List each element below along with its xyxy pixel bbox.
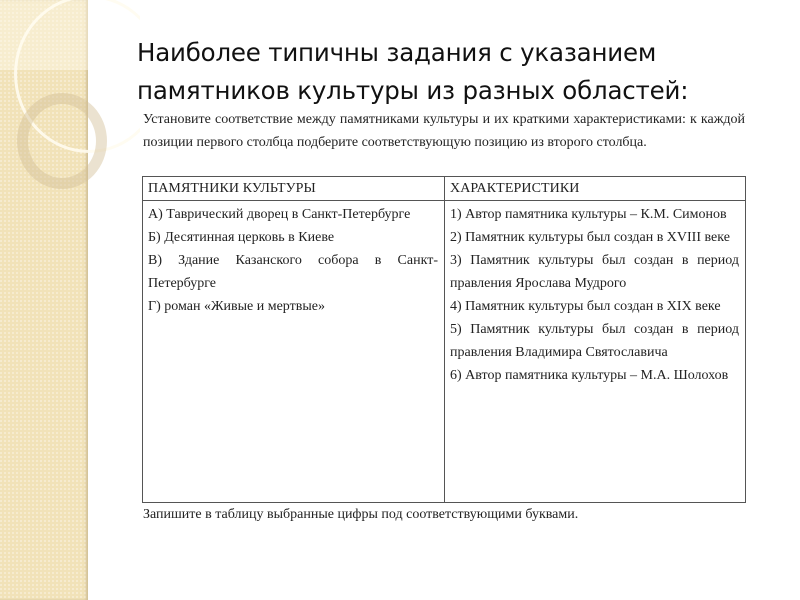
characteristic-item-4: 4) Памятник культуры был создан в XIX веке	[450, 299, 721, 314]
slide-title-container	[130, 30, 770, 107]
characteristics-cell	[445, 201, 746, 503]
header-characteristics: ХАРАКТЕРИСТИКИ	[445, 177, 746, 201]
decorative-light-patch	[0, 0, 88, 70]
matching-table	[142, 176, 746, 503]
answer-instruction: Запишите в таблицу выбранные цифры под соответствующими буквами.	[143, 507, 579, 522]
table-row	[143, 201, 746, 503]
monument-item-v: В) Здание Казанского собора в Санкт-Петербурге	[148, 253, 438, 291]
decorative-side-band	[0, 0, 88, 600]
task-instruction: Установите соответствие между памятниками культуры и их краткими характеристиками: к каждой позиции первого столбца подберите соответствующую позицию из второго столбца.	[143, 112, 745, 150]
monuments-cell	[143, 201, 445, 503]
slide-title: Наиболее типичны задания с указанием памятников культуры из разных областей:	[137, 38, 689, 105]
header-monuments: ПАМЯТНИКИ КУЛЬТУРЫ	[143, 177, 445, 201]
monument-item-a: А) Таврический дворец в Санкт-Петербурге	[148, 207, 411, 222]
monument-item-g: Г) роман «Живые и мертвые»	[148, 299, 325, 314]
monument-item-b: Б) Десятинная церковь в Киеве	[148, 230, 335, 245]
characteristic-item-3: 3) Памятник культуры был создан в период правления Ярослава Мудрого	[450, 253, 739, 291]
characteristic-item-6: 6) Автор памятника культуры – М.А. Шолохов	[450, 368, 729, 383]
characteristic-item-1: 1) Автор памятника культуры – К.М. Симонов	[450, 207, 727, 222]
table-header-row	[143, 177, 746, 201]
characteristic-item-2: 2) Памятник культуры был создан в XVIII веке	[450, 230, 730, 245]
characteristic-item-5: 5) Памятник культуры был создан в период правления Владимира Святославича	[450, 322, 739, 360]
